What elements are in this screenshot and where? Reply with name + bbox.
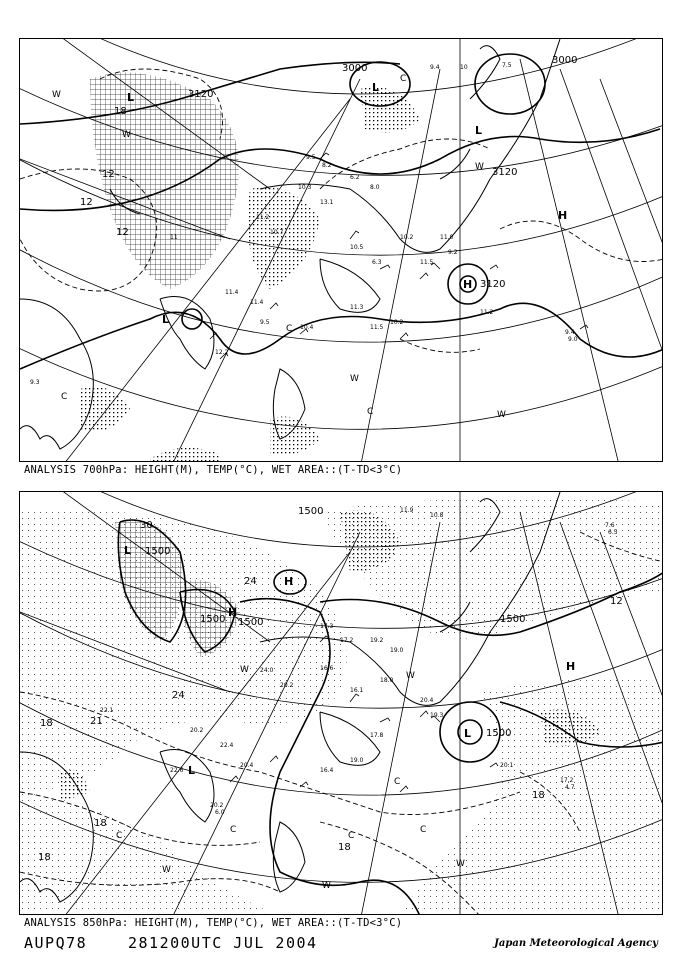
pressure-center-low: L xyxy=(124,544,132,557)
wet-areas xyxy=(80,72,420,462)
height-label: 3120 xyxy=(480,279,506,290)
pressure-center-low: L xyxy=(188,764,196,777)
svg-text:11.4: 11.4 xyxy=(250,299,264,306)
temp-label: 12 xyxy=(116,227,129,238)
caption-700hpa: ANALYSIS 700hPa: HEIGHT(M), TEMP(°C), WET AREA::(T-TD<3°C) xyxy=(24,464,403,476)
warm-marker: W xyxy=(322,881,331,891)
height-label: 1500 xyxy=(238,617,264,628)
svg-text:11.0: 11.0 xyxy=(440,234,454,241)
map-850hpa xyxy=(20,492,663,915)
svg-text:10.2: 10.2 xyxy=(400,234,414,241)
cold-marker: C xyxy=(286,324,293,334)
svg-text:7.6: 7.6 xyxy=(605,522,615,529)
cold-marker: C xyxy=(230,825,237,835)
cold-marker: C xyxy=(394,777,401,787)
map-700hpa xyxy=(20,39,663,462)
warm-marker: W xyxy=(456,859,465,869)
height-label: 1500 xyxy=(486,728,512,739)
pressure-center-low: L xyxy=(475,124,483,137)
svg-text:7.5: 7.5 xyxy=(502,62,512,69)
temp-label: 18 xyxy=(338,842,351,853)
svg-text:9.5: 9.5 xyxy=(306,154,316,161)
svg-text:11.3: 11.3 xyxy=(350,304,364,311)
height-label: 3120 xyxy=(492,167,518,178)
svg-text:22.6: 22.6 xyxy=(170,767,184,774)
svg-text:11.2: 11.2 xyxy=(480,309,494,316)
agency-name: Japan Meteorological Agency xyxy=(494,938,658,949)
svg-text:10.2: 10.2 xyxy=(390,319,404,326)
caption-850hpa: ANALYSIS 850hPa: HEIGHT(M), TEMP(°C), WET AREA::(T-TD<3°C) xyxy=(24,917,403,929)
svg-text:20.2: 20.2 xyxy=(210,802,224,809)
pressure-center-high: H xyxy=(558,209,568,222)
pressure-center-high: H xyxy=(284,575,294,588)
pressure-center-high: H xyxy=(566,660,576,673)
svg-text:20.2: 20.2 xyxy=(190,727,204,734)
cold-marker: C xyxy=(420,825,427,835)
svg-text:6.3: 6.3 xyxy=(372,259,382,266)
chart-700hpa xyxy=(19,38,663,462)
svg-text:11.5: 11.5 xyxy=(370,324,384,331)
svg-text:17.2: 17.2 xyxy=(560,777,574,784)
svg-text:18.0: 18.0 xyxy=(380,677,394,684)
svg-text:9.0: 9.0 xyxy=(568,336,578,343)
svg-text:9.5: 9.5 xyxy=(260,319,270,326)
temp-label: 12 xyxy=(80,197,93,208)
cold-marker: C xyxy=(367,407,374,417)
svg-text:9.3: 9.3 xyxy=(30,379,40,386)
svg-text:10.7: 10.7 xyxy=(270,229,284,236)
height-label: 1500 xyxy=(298,506,324,517)
svg-text:4.7: 4.7 xyxy=(565,784,575,791)
temp-label: 24 xyxy=(244,576,257,587)
svg-text:11.2: 11.2 xyxy=(256,214,270,221)
svg-text:20.4: 20.4 xyxy=(420,697,434,704)
temp-label: 21 xyxy=(90,716,103,727)
warm-marker: W xyxy=(475,162,484,172)
cold-marker: C xyxy=(348,831,355,841)
svg-text:13.1: 13.1 xyxy=(320,199,334,206)
svg-text:10.3: 10.3 xyxy=(298,184,312,191)
svg-text:16.6: 16.6 xyxy=(320,665,334,672)
svg-text:6.2: 6.2 xyxy=(350,174,360,181)
chart-850hpa xyxy=(19,491,663,915)
warm-marker: W xyxy=(350,374,359,384)
temp-label: 18 xyxy=(114,106,127,117)
svg-text:10.8: 10.8 xyxy=(430,512,444,519)
height-label: 1500 xyxy=(500,614,526,625)
temp-label: 24 xyxy=(172,690,185,701)
svg-text:9.4: 9.4 xyxy=(430,64,440,71)
svg-text:11.4: 11.4 xyxy=(225,289,239,296)
warm-marker: W xyxy=(162,865,171,875)
warm-marker: W xyxy=(122,130,131,140)
svg-text:11.9: 11.9 xyxy=(400,507,414,514)
temp-label: 30 xyxy=(140,520,153,531)
svg-text:24.0: 24.0 xyxy=(260,667,274,674)
pressure-center-high: H xyxy=(228,606,238,619)
svg-text:16.4: 16.4 xyxy=(320,767,334,774)
svg-text:8.2: 8.2 xyxy=(322,162,332,169)
svg-text:19.0: 19.0 xyxy=(350,757,364,764)
cold-marker: C xyxy=(400,74,407,84)
svg-text:11: 11 xyxy=(170,234,178,241)
svg-text:10.5: 10.5 xyxy=(350,244,364,251)
pressure-center-high: H xyxy=(463,278,473,291)
svg-text:11.5: 11.5 xyxy=(420,259,434,266)
svg-text:22.4: 22.4 xyxy=(220,742,234,749)
svg-text:20.4: 20.4 xyxy=(240,762,254,769)
svg-text:17.3: 17.3 xyxy=(320,623,334,630)
svg-text:20.2: 20.2 xyxy=(280,682,294,689)
cold-marker: C xyxy=(116,831,123,841)
svg-text:10: 10 xyxy=(460,64,468,71)
temp-label: 12 xyxy=(102,169,115,180)
valid-time: 281200UTC JUL 2004 xyxy=(128,934,318,952)
svg-text:10.4: 10.4 xyxy=(300,324,314,331)
height-label: 1500 xyxy=(145,546,171,557)
height-label: 1500 xyxy=(200,614,226,625)
svg-text:22.1: 22.1 xyxy=(100,707,114,714)
svg-text:19.2: 19.2 xyxy=(370,637,384,644)
pressure-center-low: L xyxy=(162,313,170,326)
svg-text:6.0: 6.0 xyxy=(215,809,225,816)
temp-label: 18 xyxy=(38,852,51,863)
svg-text:12.2: 12.2 xyxy=(215,349,229,356)
cold-marker: C xyxy=(61,392,68,402)
pressure-center-low: L xyxy=(372,81,380,94)
svg-text:6.5: 6.5 xyxy=(608,529,618,536)
warm-marker: W xyxy=(497,410,506,420)
pressure-center-low: L xyxy=(127,91,135,104)
svg-text:19.3: 19.3 xyxy=(430,712,444,719)
temp-label: 18 xyxy=(94,818,107,829)
pressure-center-low: L xyxy=(464,727,472,740)
height-label: 3120 xyxy=(188,89,214,100)
svg-text:17.2: 17.2 xyxy=(340,637,354,644)
temp-label: 18 xyxy=(40,718,53,729)
warm-marker: W xyxy=(406,671,415,681)
height-label: 3000 xyxy=(552,55,578,66)
warm-marker: W xyxy=(52,90,61,100)
warm-marker: W xyxy=(240,665,249,675)
temp-label: 18 xyxy=(532,790,545,801)
height-label: 3000 xyxy=(342,63,368,74)
svg-text:17.8: 17.8 xyxy=(370,732,384,739)
svg-text:9.2: 9.2 xyxy=(448,249,458,256)
svg-text:20.1: 20.1 xyxy=(500,762,514,769)
svg-text:16.1: 16.1 xyxy=(350,687,364,694)
chart-id: AUPQ78 xyxy=(24,934,88,952)
svg-text:9.4: 9.4 xyxy=(565,329,575,336)
svg-text:8.0: 8.0 xyxy=(370,184,380,191)
svg-text:19.0: 19.0 xyxy=(390,647,404,654)
temp-label: 12 xyxy=(610,596,623,607)
